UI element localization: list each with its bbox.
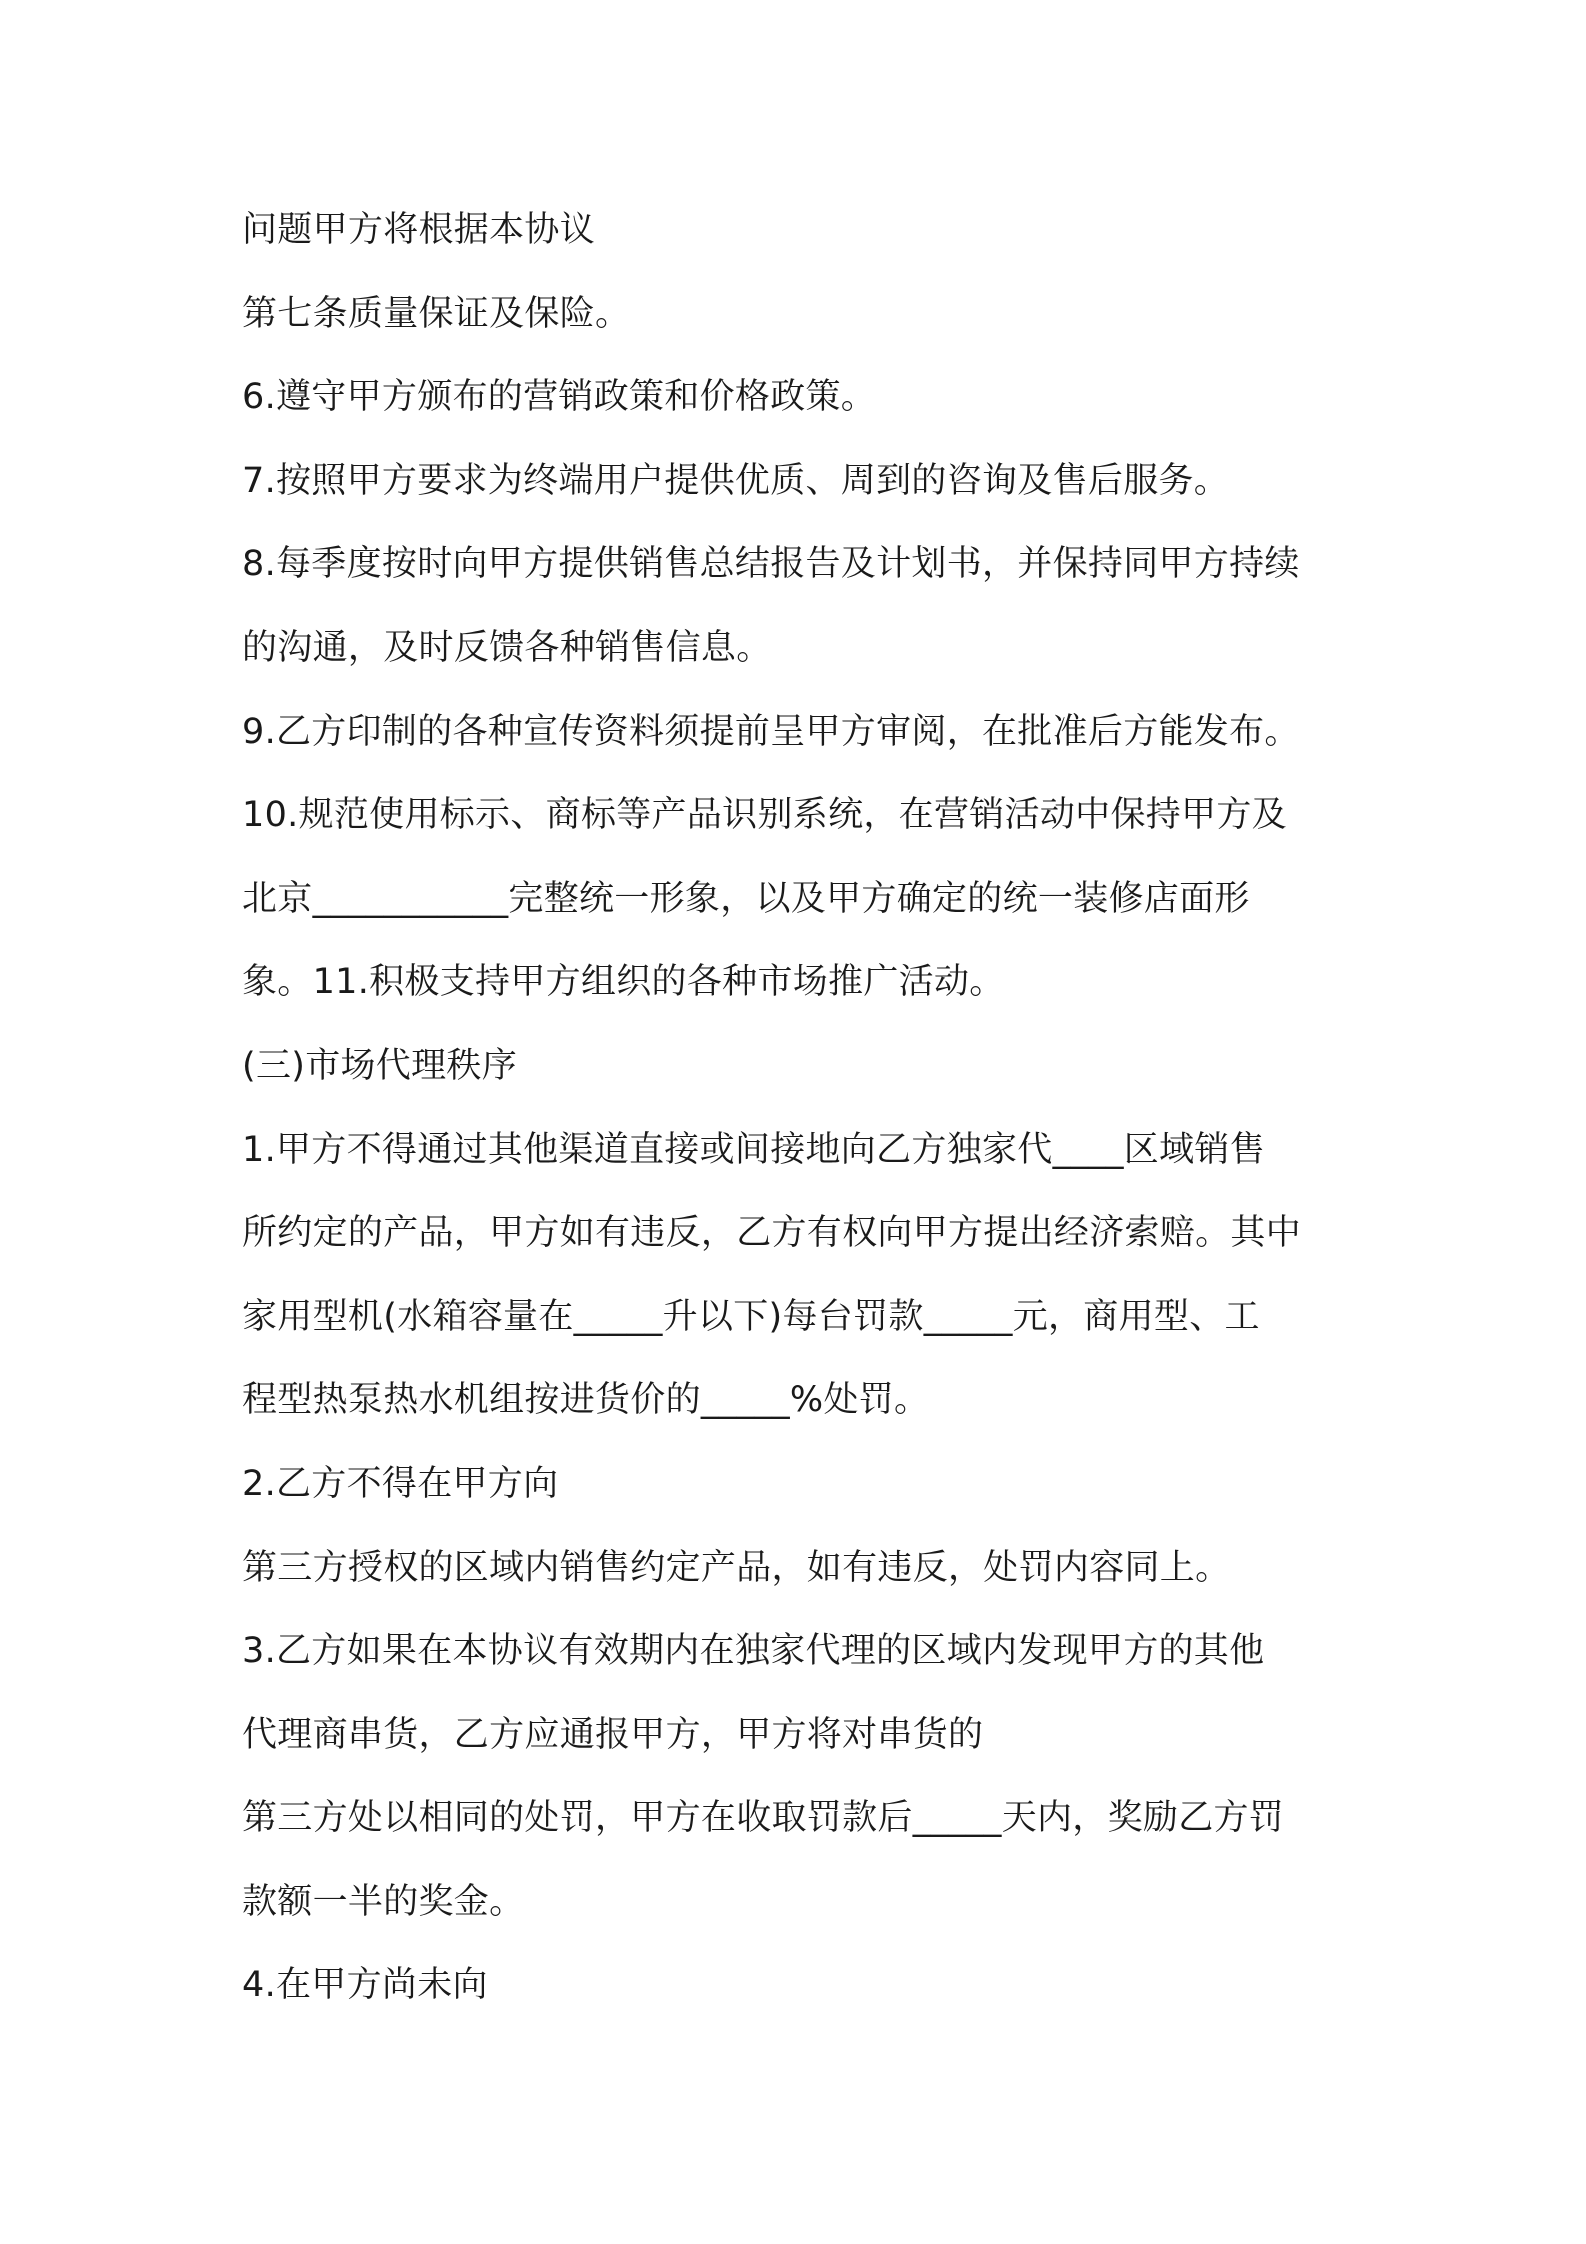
text-line: 的沟通，及时反馈各种销售信息。 <box>242 627 772 668</box>
text-line: 款额一半的奖金。 <box>242 1881 525 1922</box>
text-line: 北京___________完整统一形象，以及甲方确定的统一装修店面形 <box>242 878 1250 919</box>
text-line: 7.按照甲方要求为终端用户提供优质、周到的咨询及售后服务。 <box>242 460 1230 501</box>
text-line: 3.乙方如果在本协议有效期内在独家代理的区域内发现甲方的其他 <box>242 1631 1265 1672</box>
text-line: 所约定的产品，甲方如有违反，乙方有权向甲方提出经济索赔。其中 <box>242 1213 1302 1254</box>
document-body <box>242 202 1362 2041</box>
text-line: 第三方授权的区域内销售约定产品，如有违反，处罚内容同上。 <box>242 1547 1231 1588</box>
text-line: 家用型机(水箱容量在_____升以下)每台罚款_____元，商用型、工 <box>242 1296 1260 1337</box>
text-line: 1.甲方不得通过其他渠道直接或间接地向乙方独家代____区域销售 <box>242 1129 1265 1170</box>
text-line: 象。11.积极支持甲方组织的各种市场推广活动。 <box>242 962 1005 1003</box>
text-line: 4.在甲方尚未向 <box>242 1965 488 2006</box>
text-line: 第三方处以相同的处罚，甲方在收取罚款后_____天内，奖励乙方罚 <box>242 1798 1285 1839</box>
text-line: 程型热泵热水机组按进货价的_____%处罚。 <box>242 1380 930 1421</box>
text-line: 8.每季度按时向甲方提供销售总结报告及计划书，并保持同甲方持续 <box>242 544 1300 585</box>
text-line: 9.乙方印制的各种宣传资料须提前呈甲方审阅，在批准后方能发布。 <box>242 711 1300 752</box>
text-line: 6.遵守甲方颁布的营销政策和价格政策。 <box>242 377 877 418</box>
section-heading: (三)市场代理秩序 <box>242 1045 518 1086</box>
text-line: 2.乙方不得在甲方向 <box>242 1463 559 1504</box>
text-line: 问题甲方将根据本协议 <box>242 210 596 250</box>
text-line: 10.规范使用标示、商标等产品识别系统，在营销活动中保持甲方及 <box>242 795 1287 836</box>
text-line: 代理商串货，乙方应通报甲方，甲方将对串货的 <box>242 1714 984 1755</box>
text-line: 第七条质量保证及保险。 <box>242 293 631 334</box>
